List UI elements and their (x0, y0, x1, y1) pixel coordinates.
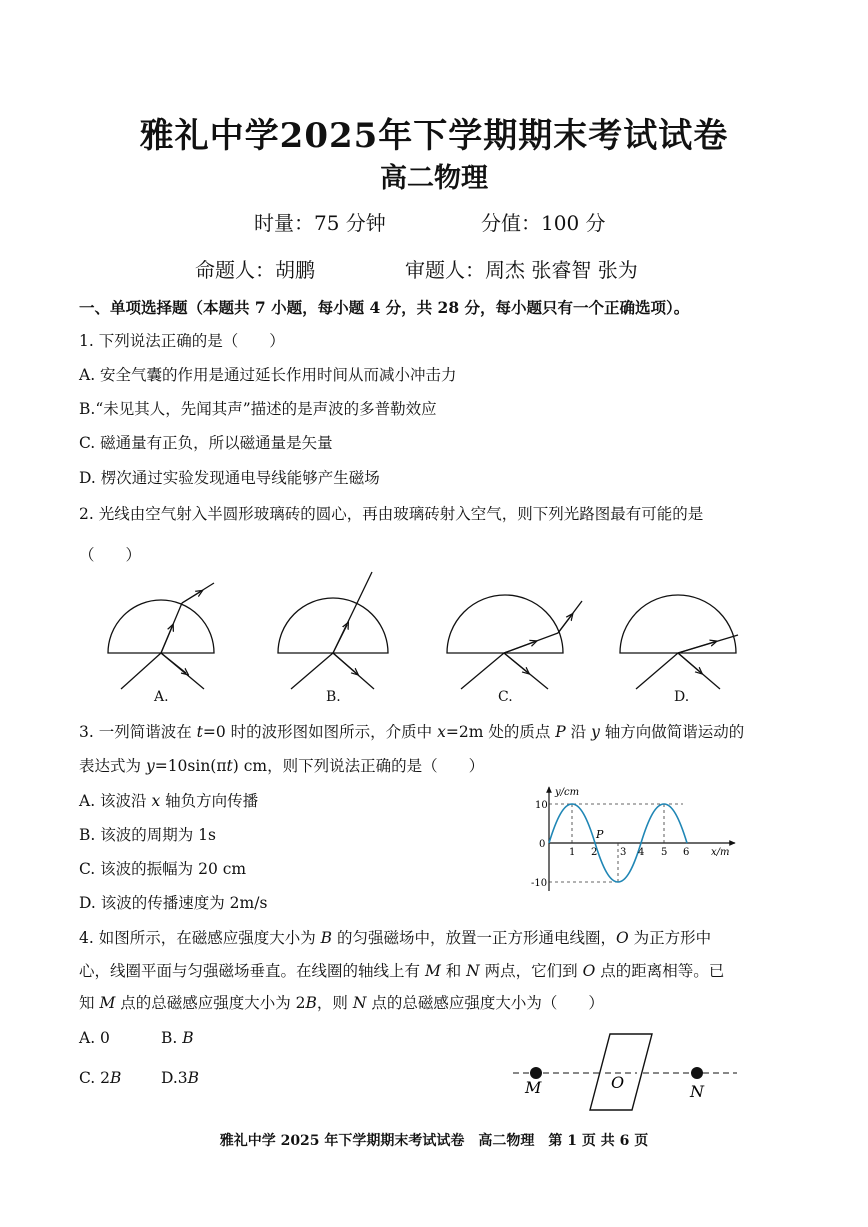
q4-stem-line2: 心，线圈平面与匀强磁场垂直。在线圈的轴线上有 M 和 N 两点，它们到 O 点的距离相等。已 (79, 962, 725, 980)
exam-title: 雅礼中学2025年下学期期末考试试卷 (139, 116, 729, 156)
q3-option-d: D. 该波的传播速度为 2m/s (79, 894, 268, 912)
q3-option-a: A. 该波沿 x 轴负方向传播 (79, 792, 259, 810)
q3-ytick-neg10: -10 (531, 878, 548, 889)
q4-coil-figure (505, 1024, 745, 1114)
q2-stem: 2. 光线由空气射入半圆形玻璃砖的圆心，再由玻璃砖射入空气，则下列光路图最有可能的是 (79, 505, 704, 523)
q3-xlabel: x/m (711, 847, 730, 858)
q3-xtick-2: 2 (591, 847, 598, 858)
q2-answer-paren: （ ） (79, 546, 142, 564)
q3-option-b: B. 该波的周期为 1s (79, 826, 216, 844)
q4-option-a: A. 0 (79, 1029, 110, 1047)
q1-option-a: A. 安全气囊的作用是通过延长作用时间从而减小冲击力 (79, 366, 457, 384)
exam-setter: 命题人：胡鹏 (195, 258, 315, 282)
q3-stem-line1: 3. 一列简谐波在 t=0 时的波形图如图所示，介质中 x=2m 处的质点 P 沿 y 轴方向做简谐运动的 (79, 723, 745, 741)
q2-diagram-a (108, 583, 214, 689)
q3-xtick-1: 1 (569, 847, 576, 858)
q3-xtick-5: 5 (661, 847, 668, 858)
section-heading: 一、单项选择题（本题共 7 小题，每小题 4 分，共 28 分，每小题只有一个正确选项）。 (79, 298, 690, 317)
q3-wave-graph (525, 783, 745, 895)
q4-stem-line1: 4. 如图所示，在磁感应强度大小为 B 的匀强磁场中，放置一正方形通电线圈，O 为正方形中 (79, 929, 712, 947)
q3-xtick-4: 4 (638, 847, 645, 858)
q4-option-c: C. 2B (79, 1069, 122, 1087)
q3-point-p: P (596, 828, 604, 841)
q3-xtick-3: 3 (620, 847, 627, 858)
exam-duration: 时量：75 分钟 (254, 211, 386, 235)
q2-label-c: C. (498, 689, 513, 705)
q1-option-c: C. 磁通量有正负，所以磁通量是矢量 (79, 434, 333, 452)
q2-label-a: A. (154, 689, 169, 705)
q1-option-d: D. 楞次通过实验发现通电导线能够产生磁场 (79, 469, 380, 487)
q3-ytick-0: 0 (539, 839, 546, 850)
q3-option-c: C. 该波的振幅为 20 cm (79, 860, 247, 878)
q4-option-b: B. B (161, 1029, 194, 1047)
exam-reviewer: 审题人：周杰 张睿智 张为 (405, 258, 638, 282)
q2-diagram-d (620, 595, 738, 689)
q4-stem-line3: 知 M 点的总磁感应强度大小为 2B，则 N 点的总磁感应强度大小为（ ） (79, 994, 604, 1012)
q4-square-coil (590, 1034, 652, 1110)
q3-stem-line2: 表达式为 y=10sin(πt) cm，则下列说法正确的是（ ） (79, 757, 485, 775)
q4-option-d: D.3B (161, 1069, 200, 1087)
q4-label-n: N (690, 1082, 704, 1101)
q1-stem: 1. 下列说法正确的是（ ） (79, 332, 285, 350)
q2-label-b: B. (326, 689, 341, 705)
q4-label-m: M (525, 1078, 542, 1097)
q1-option-b: B.“未见其人，先闻其声”描述的是声波的多普勒效应 (79, 400, 437, 418)
exam-subject: 高二物理 (380, 163, 488, 194)
q2-diagram-c (447, 595, 582, 689)
q2-diagram-b (278, 572, 388, 689)
q2-label-d: D. (674, 689, 690, 705)
q3-xtick-6: 6 (683, 847, 690, 858)
page-footer: 雅礼中学 2025 年下学期期末考试试卷 高二物理 第 1 页 共 6 页 (219, 1133, 649, 1149)
q3-ytick-10: 10 (535, 800, 548, 811)
exam-score: 分值：100 分 (481, 211, 606, 235)
q4-label-o: O (611, 1073, 625, 1092)
q3-ylabel: y/cm (555, 787, 580, 798)
q4-point-n (691, 1067, 703, 1079)
q2-light-path-diagrams (0, 565, 868, 715)
